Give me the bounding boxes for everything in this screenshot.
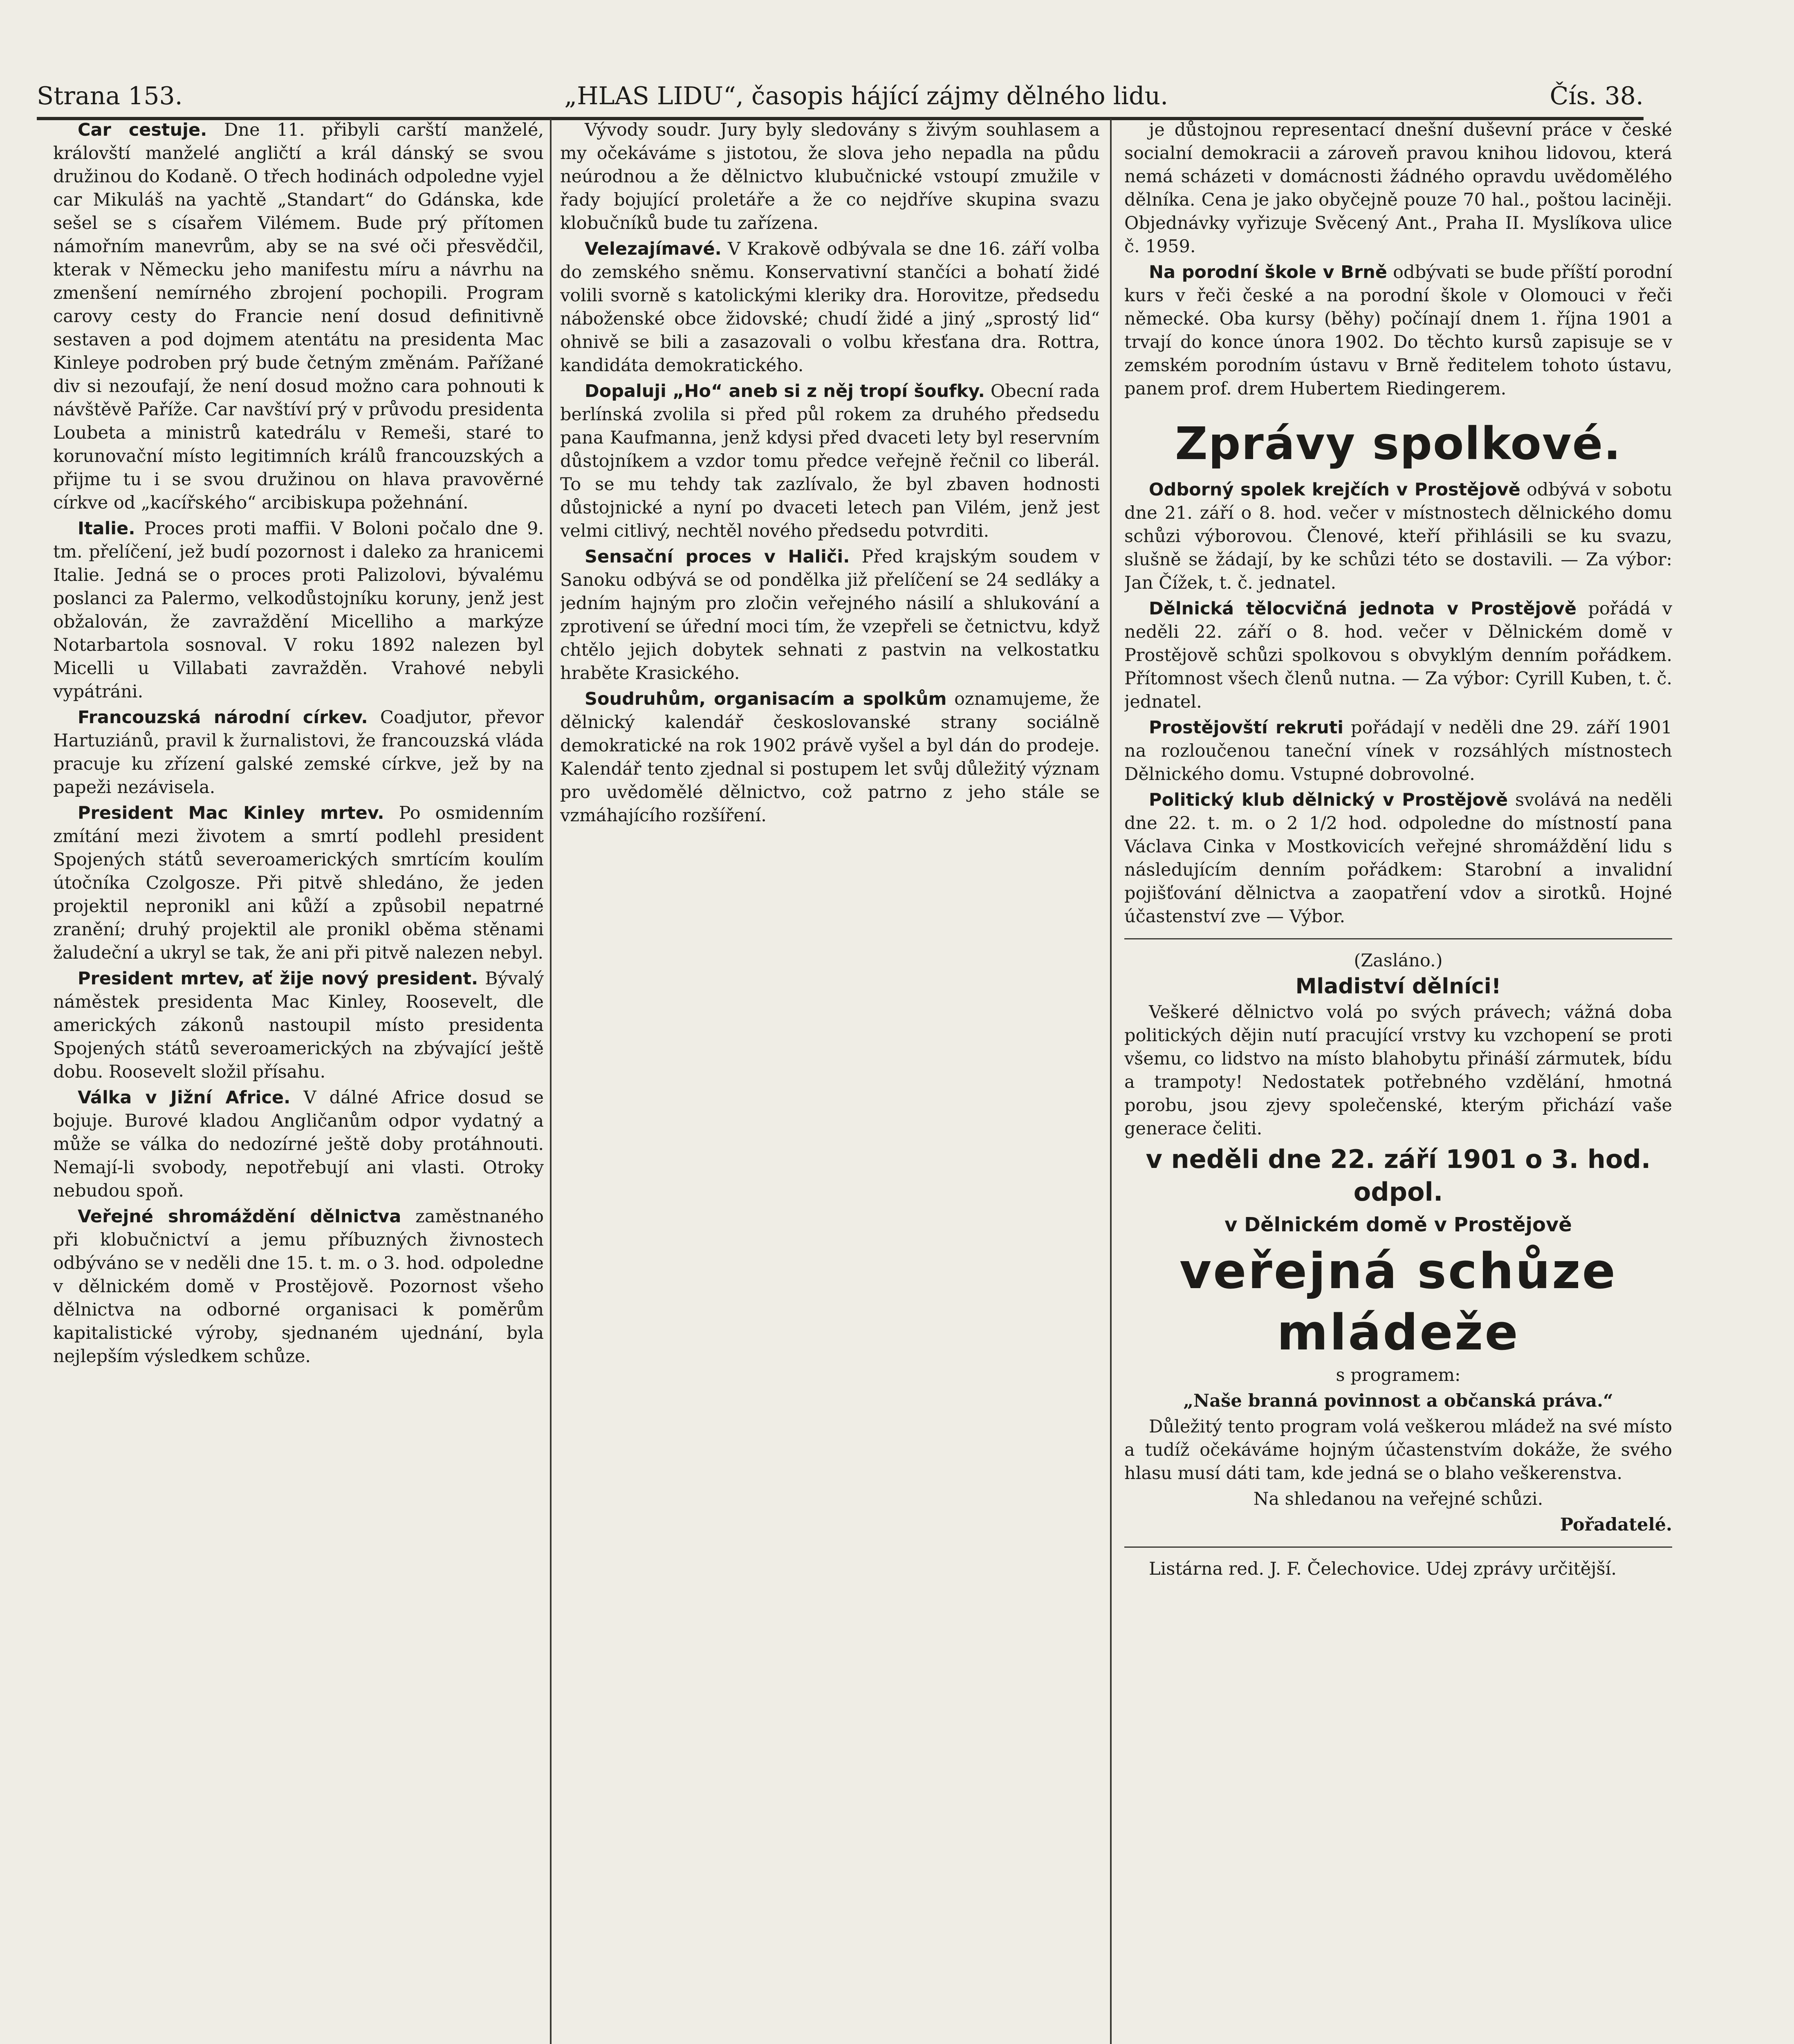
notice-heading: Politický klub dělnický v Prostějově (1149, 790, 1508, 810)
column-1 (53, 119, 544, 2044)
article-text: Dne 11. přibyli carští manželé, královští manželé angličtí a král dánský se svou družinou do Kodaně. O třech hodinách odpoledne vyjel car Mikuláš na yachtě „Standart“ do Gdánska, kde sešel se s císařem Vilémem. Bude prý přítomen námořním manevrům, aby se na své oči přesvědčil, kterak v Německu jeho manifestu míru a návrhu na zmenšení nemírného zbrojení pochopili. Program carovy cesty do Francie není dosud definitivně sestaven a pod dojmem atentátu na presidenta Mac Kinleye podroben prý bude četným změnám. Pařížané div si nezoufají, že není dosud možno cara pohnouti k návštěvě Paříže. Car navštíví prý v průvodu presidenta Loubeta a ministrů katedrálu v Remeši, staré to korunovační místo legitimních králů francouzských a přijme tu i se svou družinou on hlava pravověrné církve od „kacířského“ arcibiskupa požehnání. (53, 120, 544, 513)
article-heading: Dopaluji „Ho“ aneb si z něj tropí šoufky. (585, 381, 985, 401)
article-heading: Sensační proces v Haliči. (585, 547, 850, 567)
article-heading: Italie. (78, 518, 135, 539)
notice-krejci (1124, 478, 1672, 595)
article-heading: Veřejné shromáždění dělnictva (78, 1206, 401, 1227)
notice-text: pořádají v neděli dne 29. září 1901 na rozloučenou taneční vínek v rozsáhlých místnostech Dělnického domu. Vstupné dobrovolné. (1124, 717, 1672, 784)
issue-number: Čís. 38. (1550, 82, 1644, 110)
program-label: s programem: (1336, 1365, 1461, 1385)
article-heading: Velezajímavé. (585, 239, 722, 259)
article-novy-president (53, 967, 544, 1084)
article-text: odbývati se bude příští porodní kurs v řeči české a na porodní škole v Olomouci v řeči německé. Oba kursy (běhy) počínají dnem 1. října 1901 a trvají do konce února 1902. Do těchto kursů zapisuje se v zemském porodním ústavu v Brně ředitelem tohoto ústavu, panem prof. drem Hubertem Riedingerem. (1124, 262, 1672, 399)
article-proces-halic (560, 545, 1100, 685)
article-shromazdeni (53, 1205, 544, 1368)
article-kalendar (560, 688, 1100, 827)
article-text: Před krajským soudem v Sanoku odbývá se od pondělka již přelíčení se 24 sedláky a jedním hajným pro zločin veřejného násilí a shlukování a zprotivení se úřední moci tím, že vzepřeli se četnictvu, když chtělo jejich dobytek sehnati z pastvin na velkostatku hraběte Krasického. (560, 547, 1100, 684)
masthead: „HLAS LIDU“, časopis hájící zájmy dělného lidu. (564, 82, 1168, 110)
meeting-place: v Dělnickém domě v Prostějově (1224, 1213, 1572, 1236)
article-heading: Na porodní škole v Brně (1149, 262, 1387, 282)
article-text: Po osmidenním zmítání mezi životem a smrtí podlehl president Spojených států severoamerických smrtícím koulím útočníka Czolgosze. Při pitvě shledáno, že jeden projektil nepronikl ani kůží a způsobil nepatrné zranění; druhý projektil ale pronikl oběma stěnami žaludeční a ukryl se tak, že ani při pitvě nalezen nebyl. (53, 803, 544, 963)
page-number: Strana 153. (37, 82, 183, 110)
notice-rekruti (1124, 716, 1672, 786)
see-you-line: Na shledanou na veřejné schůzi. (1253, 1489, 1543, 1509)
organizers-signature: Pořadatelé. (1560, 1515, 1672, 1535)
notice-politicky-klub (1124, 789, 1672, 928)
notice-heading: Dělnická tělocvičná jednota v Prostějově (1149, 598, 1576, 619)
article-text: V Krakově odbývala se dne 16. září volba do zemského sněmu. Konservativní stančíci a bohatí židé volili svorně s katolickými kleriky dra. Horovitze, předsedu náboženské obce židovské; chudí židé a jiný „sprostý lid“ ohnivě se bili a zasazovali o volbu křesťana dra. Rottra, kandidáta demokratického. (560, 239, 1100, 376)
column-divider (550, 119, 552, 2044)
notice-text: pořádá v neděli 22. září o 8. hod. večer v Dělnickém domě v Prostějově schůzi spolkovou s obvyklým denním pořádkem. Přítomnost všech členů nutna. — Za výbor: Cyrill Kuben, t. č. jednatel. (1124, 598, 1672, 712)
zaslano-label: (Zasláno.) (1354, 950, 1443, 971)
meeting-date: v neděli dne 22. září 1901 o 3. hod. odpol. (1146, 1144, 1651, 1207)
notice-text: svolává na neděli dne 22. t. m. o 2 1/2 hod. odpoledne do místností pana Václava Cinka v Mostkovicích veřejné shromáždění lidu s následujícím denním pořádkem: Starobní a invalidní pojišťování dělnictva a zaopatření vdov a sirotků. Hojné účastenství zve — Výbor. (1124, 790, 1672, 927)
notice-telocvicna (1124, 597, 1672, 714)
article-text: Bývalý náměstek presidenta Mac Kinley, Roosevelt, dle amerických zákonů nastoupil místo presidenta Spojených států severoamerických na zbývající ještě dobu. Roosevelt složil přísahu. (53, 968, 544, 1082)
divider (1124, 1546, 1672, 1548)
article-text: Coadjutor, převor Hartuziánů, pravil k žurnalistovi, že francouzská vláda pracuje ku zřízení galské zemské církve, jež by na papeži nezávisela. (53, 707, 544, 798)
column-3 (1124, 119, 1672, 2044)
article-porodni-skola (1124, 261, 1672, 401)
article-heading: Car cestuje. (78, 120, 207, 140)
article-francouzska-cirkev (53, 706, 544, 799)
article-heading: Francouzská národní církev. (78, 707, 368, 728)
article-heading: Soudruhům, organisacím a spolkům (585, 689, 947, 709)
article-text: Obecní rada berlínská zvolila si před půl rokem za druhého předsedu pana Kaufmanna, jenž kdysi před dvaceti lety byl reservním důstojníkem a vzdor tomu předce veřejně řečnil co liberál. To se mu tehdy tak zazlívalo, že byl zbaven hodnosti důstojnické a nyní po dvaceti letech pan Vilém, jenž jest velmi citlivý, nechtěl nového předsedu potvrditi. (560, 381, 1100, 541)
article-heading: President mrtev, ať žije nový president. (78, 968, 478, 989)
column-divider (1110, 119, 1112, 2044)
article-car-cestuje (53, 119, 544, 515)
section-title: Zprávy spolkové. (1175, 417, 1622, 470)
notice-heading: Odborný spolek krejčích v Prostějově (1149, 480, 1520, 500)
notice-text: odbývá v sobotu dne 21. září o 8. hod. večer v místnostech dělnického domu schůzi výborovou. Členové, kteří přihlásili se ku svazu, slušně se žádají, by ke schůzi této se dostavili. — Za výbor: Jan Čížek, t. č. jednatel. (1124, 480, 1672, 593)
editorial-mailbox: Listárna red. J. F. Čelechovice. Udej zprávy určitější. (1149, 1559, 1617, 1579)
article-continuation: je důstojnou representací dnešní duševní práce v české socialní demokracii a zároveň pravou knihou lidovou, která nemá scházeti v domácnosti žádného opravdu uvědomělého dělníka. Cena je jako obyčejně pouze 70 hal., poštou laciněji. Objednávky vyřizuje Svěcený Ant., Praha II. Myslíkova ulice č. 1959. (1124, 120, 1672, 257)
article-heading: Válka v Jižní Africe. (78, 1087, 291, 1108)
notice-heading: Prostějovští rekruti (1149, 717, 1344, 738)
article-text: Proces proti maffii. V Boloni počalo dne 9. tm. přelíčení, jež budí pozornost i daleko za hranicemi Italie. Jedná se o proces proti Palizolovi, bývalému poslanci za Palermo, velkodůstojníku koruny, jenž jest obžalován, že zavraždění Micelliho a markýze Notarbartola sosnoval. V roku 1892 nalezen byl Micelli u Villabati zavražděn. Vrahové nebyli vypátráni. (53, 518, 544, 702)
program-text: „Naše branná povinnost a občanská práva.“ (1183, 1391, 1613, 1411)
article-continuation: Vývody soudr. Jury byly sledovány s živým souhlasem a my očekáváme s jistotou, že slova jeho nepadla na půdu neúrodnou a že dělnictvo klubučnické vstoupí zmužile v řady bojující proletáře a že co nejdříve skupina svazu klobučníků bude tu zařízena. (560, 120, 1100, 233)
article-heading: President Mac Kinley mrtev. (78, 803, 384, 823)
appeal-title: Mladiství dělníci! (1295, 974, 1501, 999)
column-2 (560, 119, 1100, 2044)
article-mac-kinley (53, 802, 544, 965)
invite-text: Důležitý tento program volá veškerou mládež na své místo a tudíž očekáváme hojným účastenstvím dokáže, že svého hlasu musí dáti tam, kde jedná se o blaho veškerenstva. (1124, 1416, 1672, 1484)
appeal-text: Veškeré dělnictvo volá po svých právech; vážná doba politických dějin nutí pracující vrstvy ku vzchopení se proti všemu, co lidstvo na místo blahobytu přináší zármutek, bídu a trampoty! Nedostatek potřebného vzdělání, hmotná porobu, jsou zjevy společenské, kterým přichází vaše generace čeliti. (1124, 1002, 1672, 1139)
article-text: zaměstnaného při klobučnictví a jemu příbuzných živnostech odbýváno se v neděli dne 15. t. m. o 3. hod. odpoledne v dělnickém domě v Prostějově. Pozornost všeho dělnictva na odborné organisaci k poměrům kapitalistické výroby, sjednaném ujednání, byla nejlepším výsledkem schůze. (53, 1206, 544, 1367)
article-text: V dálné Africe dosud se bojuje. Burové kladou Angličanům odpor vydatný a může se válka do nedozírné ještě doby protáhnouti. Nemají-li svobody, nepotřebují ani vlasti. Otroky nebudou spoň. (53, 1087, 544, 1201)
article-dopaluji (560, 380, 1100, 543)
article-valka-afrika (53, 1086, 544, 1203)
meeting-title: veřejná schůze mládeže (1179, 1243, 1617, 1361)
divider (1124, 938, 1672, 939)
article-text: oznamujeme, že dělnický kalendář českoslovanské strany sociálně demokratické na rok 1902 právě vyšel a byl dán do prodeje. Kalendář tento zjednal si postupem let svůj důležitý význam pro uvědomělé dělnictvo, což patrno z jeho stále se vzmáhajícího rozšíření. (560, 689, 1100, 826)
page-header (37, 65, 1644, 120)
article-italie (53, 517, 544, 704)
article-velezajimave (560, 238, 1100, 377)
